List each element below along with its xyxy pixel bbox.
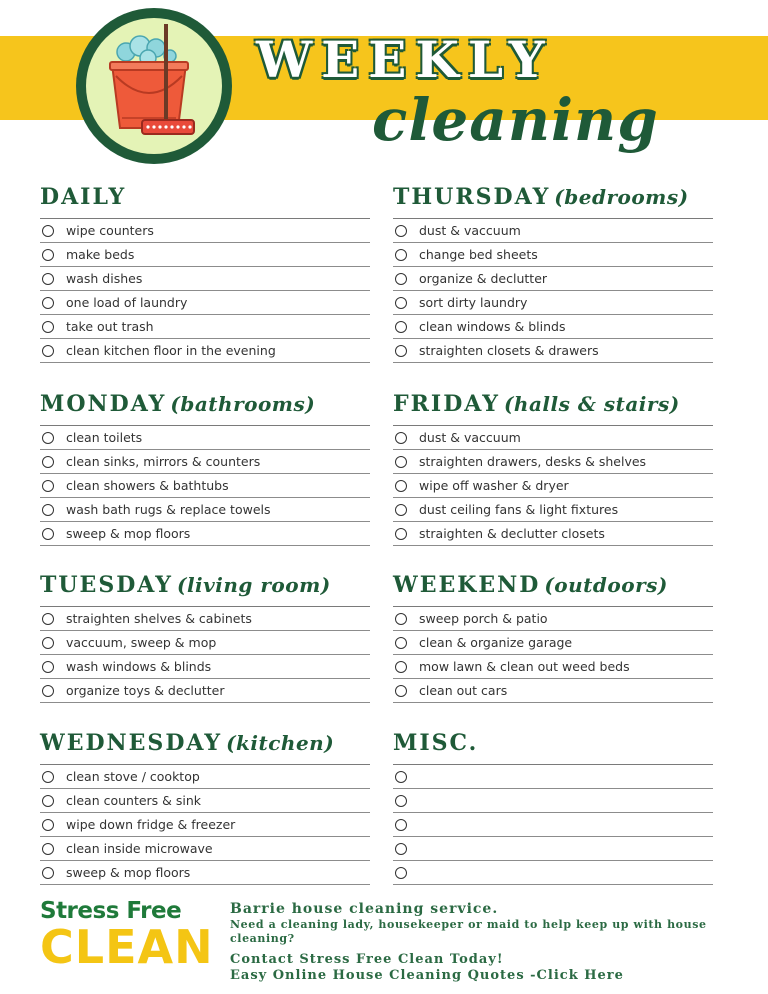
section-subtitle: (outdoors) [544,573,668,597]
checkbox-circle-icon[interactable] [42,432,54,444]
task-row[interactable] [40,474,370,498]
checkbox-circle-icon[interactable] [395,432,407,444]
checkbox-circle-icon[interactable] [395,480,407,492]
task-label: sort dirty laundry [419,295,528,310]
task-label: organize toys & declutter [66,683,225,698]
task-row[interactable] [40,243,370,267]
checkbox-circle-icon[interactable] [42,867,54,879]
task-row[interactable] [40,861,370,885]
checkbox-circle-icon[interactable] [395,819,407,831]
section-friday [393,383,713,546]
section-title: THURSDAY [393,184,551,210]
section-title: FRIDAY [393,391,500,417]
task-row[interactable] [393,426,713,450]
task-label: clean counters & sink [66,793,202,808]
task-label: one load of laundry [66,295,188,310]
task-label: sweep & mop floors [66,526,191,541]
checkbox-circle-icon[interactable] [42,480,54,492]
stress-free-clean-logo[interactable] [40,898,214,974]
task-label: wipe off washer & dryer [419,478,569,493]
checkbox-circle-icon[interactable] [395,795,407,807]
title-weekly: WEEKLY [256,30,554,89]
checkbox-circle-icon[interactable] [395,345,407,357]
checkbox-circle-icon[interactable] [42,661,54,673]
section-title: WEEKEND [393,572,541,598]
section-subtitle: (kitchen) [226,731,335,755]
checkbox-circle-icon[interactable] [42,249,54,261]
section-daily [40,176,370,363]
task-row[interactable] [393,522,713,546]
task-label: clean toilets [66,430,143,445]
task-row[interactable] [40,522,370,546]
section-title: MONDAY [40,391,167,417]
task-row[interactable] [393,315,713,339]
checkbox-circle-icon[interactable] [395,528,407,540]
task-row[interactable] [393,219,713,243]
checkbox-circle-icon[interactable] [42,819,54,831]
task-label: clean showers & bathtubs [66,478,229,493]
task-row[interactable] [393,607,713,631]
quote-link[interactable]: Easy Online House Cleaning Quotes -Click Here [230,968,624,983]
checkbox-circle-icon[interactable] [395,273,407,285]
checkbox-circle-icon[interactable] [395,297,407,309]
task-label: clean & organize garage [419,635,573,650]
task-label: wash bath rugs & replace towels [66,502,271,517]
section-thursday [393,176,713,363]
footer-line-1: Barrie house cleaning service. [230,901,499,917]
task-row[interactable] [393,450,713,474]
checkbox-circle-icon[interactable] [42,843,54,855]
checkbox-circle-icon[interactable] [42,685,54,697]
title-cleaning: cleaning [372,86,659,154]
task-row[interactable] [393,498,713,522]
task-row[interactable] [40,426,370,450]
section-subtitle: (halls & stairs) [503,392,680,416]
task-row[interactable] [393,474,713,498]
task-row[interactable] [393,813,713,837]
bucket-logo [76,8,232,164]
task-label: clean sinks, mirrors & counters [66,454,261,469]
task-row[interactable] [393,765,713,789]
footer-line-3: Contact Stress Free Clean Today! [230,952,504,967]
checkbox-circle-icon[interactable] [42,225,54,237]
checkbox-circle-icon[interactable] [395,661,407,673]
checkbox-circle-icon[interactable] [395,456,407,468]
checkbox-circle-icon[interactable] [395,321,407,333]
checkbox-circle-icon[interactable] [42,297,54,309]
task-row[interactable] [40,631,370,655]
checkbox-circle-icon[interactable] [42,637,54,649]
task-label: vaccuum, sweep & mop [66,635,217,650]
checkbox-circle-icon[interactable] [42,345,54,357]
task-row[interactable] [40,219,370,243]
checkbox-circle-icon[interactable] [42,456,54,468]
section-misc [393,722,713,885]
checkbox-circle-icon[interactable] [395,249,407,261]
checkbox-circle-icon[interactable] [395,637,407,649]
task-label: wash windows & blinds [66,659,212,674]
task-row[interactable] [40,765,370,789]
checkbox-circle-icon[interactable] [42,771,54,783]
checkbox-circle-icon[interactable] [395,685,407,697]
checkbox-circle-icon[interactable] [395,613,407,625]
section-title: TUESDAY [40,572,173,598]
task-label: clean kitchen floor in the evening [66,343,276,358]
section-subtitle: (living room) [176,573,331,597]
task-row[interactable] [393,655,713,679]
section-subtitle: (bedrooms) [554,185,689,209]
task-label: wipe counters [66,223,154,238]
task-row[interactable] [393,267,713,291]
task-label: clean stove / cooktop [66,769,200,784]
task-label: mow lawn & clean out weed beds [419,659,630,674]
task-row[interactable] [393,631,713,655]
task-label: wash dishes [66,271,143,286]
task-row[interactable] [40,607,370,631]
task-label: straighten drawers, desks & shelves [419,454,647,469]
task-row[interactable] [40,498,370,522]
task-label: straighten & declutter closets [419,526,605,541]
task-row[interactable] [40,837,370,861]
task-row[interactable] [40,813,370,837]
task-label: straighten closets & drawers [419,343,599,358]
checkbox-circle-icon[interactable] [42,504,54,516]
task-row[interactable] [393,291,713,315]
task-row[interactable] [40,679,370,703]
footer-text [230,901,768,983]
task-label: straighten shelves & cabinets [66,611,252,626]
checkbox-circle-icon[interactable] [395,771,407,783]
section-weekend [393,564,713,703]
logo-top-text: Stress Free [40,898,182,924]
checkbox-circle-icon[interactable] [42,795,54,807]
section-tuesday [40,564,370,703]
task-row[interactable] [40,315,370,339]
task-row[interactable] [393,861,713,885]
task-row[interactable] [393,789,713,813]
task-label: make beds [66,247,135,262]
task-row[interactable] [393,679,713,703]
section-monday [40,383,370,546]
logo-bottom-text: CLEAN [40,920,214,974]
checkbox-circle-icon[interactable] [395,225,407,237]
task-label: wipe down fridge & freezer [66,817,236,832]
task-label: clean inside microwave [66,841,213,856]
checkbox-circle-icon[interactable] [42,528,54,540]
task-label: sweep porch & patio [419,611,548,626]
task-row[interactable] [40,339,370,363]
task-row[interactable] [40,267,370,291]
task-label: sweep & mop floors [66,865,191,880]
checkbox-circle-icon[interactable] [395,843,407,855]
task-label: dust & vaccuum [419,223,521,238]
footer-line-2: Need a cleaning lady, housekeeper or maid to help keep up with house cleaning? [230,918,707,945]
task-row[interactable] [40,789,370,813]
section-title: MISC. [393,730,479,756]
task-row[interactable] [393,339,713,363]
task-label: dust & vaccuum [419,430,521,445]
task-row[interactable] [393,243,713,267]
task-label: dust ceiling fans & light fixtures [419,502,619,517]
checkbox-circle-icon[interactable] [42,273,54,285]
checkbox-circle-icon[interactable] [42,613,54,625]
checkbox-circle-icon[interactable] [395,867,407,879]
section-wednesday [40,722,370,885]
task-row[interactable] [40,450,370,474]
section-title: DAILY [40,184,127,210]
task-label: take out trash [66,319,154,334]
section-title: WEDNESDAY [40,730,223,756]
bucket-icon [86,18,222,154]
task-label: clean out cars [419,683,508,698]
task-row[interactable] [40,655,370,679]
checkbox-circle-icon[interactable] [395,504,407,516]
checkbox-circle-icon[interactable] [42,321,54,333]
task-row[interactable] [40,291,370,315]
section-subtitle: (bathrooms) [170,392,316,416]
task-label: clean windows & blinds [419,319,566,334]
task-row[interactable] [393,837,713,861]
task-label: change bed sheets [419,247,538,262]
task-label: organize & declutter [419,271,548,286]
